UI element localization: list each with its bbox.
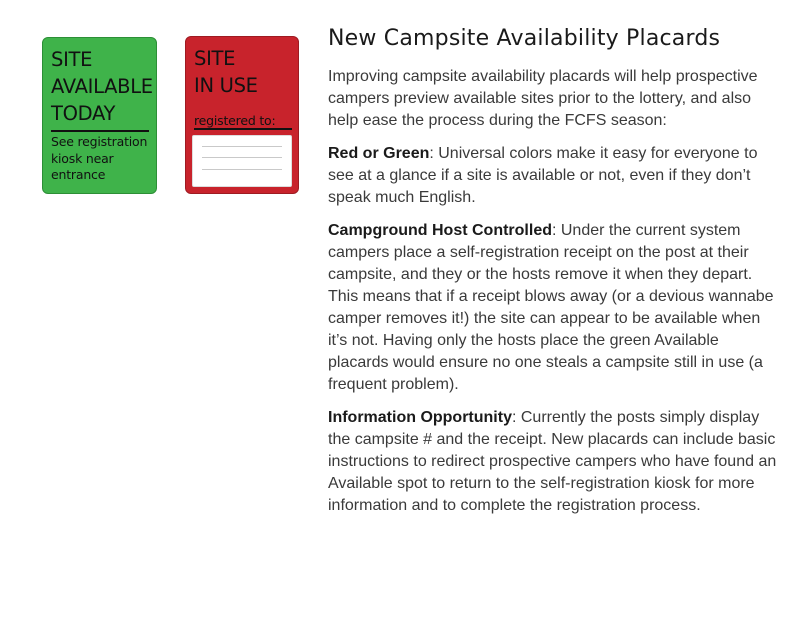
write-in-line xyxy=(202,146,282,147)
in-use-placard-heading xyxy=(194,45,258,99)
in-use-heading-line-2: IN USE xyxy=(194,74,258,97)
available-heading-line-3: TODAY xyxy=(51,102,116,125)
section-host-controlled xyxy=(328,220,780,396)
section-red-or-green xyxy=(328,143,780,209)
section-text: : Under the current system campers place a self-registration receipt on the post at their campsite, and they or the hosts remove it when they depart. This means that if a receipt blows away (or a devious wannabe camper removes it!) the site can appear to be available when it’s not. Having only the hosts place the green Available placards would ensure no one steals a campsite still in use (a frequent problem). xyxy=(328,222,774,393)
section-text: : Universal colors make it easy for everyone to see at a glance if a site is available or not, even if they don’t speak much English. xyxy=(328,145,758,206)
registration-write-in-box xyxy=(192,135,292,187)
in-use-heading-line-1: SITE xyxy=(194,47,236,70)
available-placard xyxy=(42,37,157,194)
section-heading: Red or Green xyxy=(328,145,430,162)
section-heading: Information Opportunity xyxy=(328,409,512,426)
section-information-opportunity xyxy=(328,407,780,517)
available-placard-divider xyxy=(51,130,149,132)
write-in-line xyxy=(202,169,282,170)
page-title: New Campsite Availability Placards xyxy=(328,26,721,51)
intro-paragraph: Improving campsite availability placards will help prospective campers preview available sites prior to the lottery, and also help ease the process during the FCFS season: xyxy=(328,68,758,129)
available-heading-line-2: AVAILABLE xyxy=(51,75,153,98)
write-in-line xyxy=(202,157,282,158)
section-heading: Campground Host Controlled xyxy=(328,222,552,239)
available-placard-note: See registration kiosk near entrance xyxy=(51,134,148,182)
registered-to-label: registered to: xyxy=(194,113,276,128)
available-heading-line-1: SITE xyxy=(51,48,93,71)
available-placard-heading xyxy=(51,46,153,127)
in-use-placard-divider xyxy=(194,128,292,130)
document-body xyxy=(328,66,780,528)
section-text: : Currently the posts simply display the campsite # and the receipt. New placards can include basic instructions to redirect prospective campers who have found an Available spot to return to the self-registration kiosk for more information and to complete the registration process. xyxy=(328,409,777,514)
in-use-placard xyxy=(185,36,299,194)
